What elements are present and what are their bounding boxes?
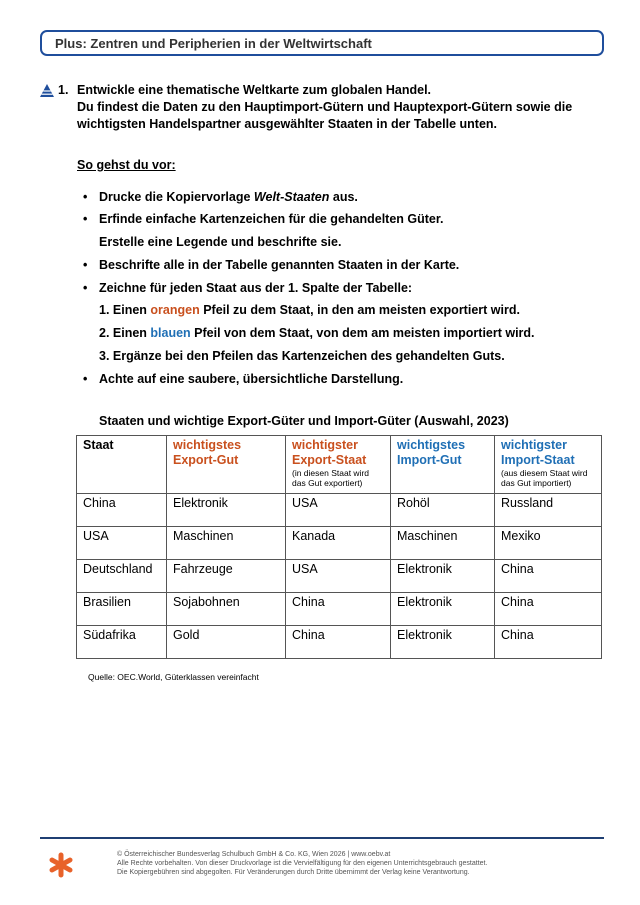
task-line-2: Du findest die Daten zu den Hauptimport-Gütern und Hauptexport-Gütern sowie die [77, 100, 573, 114]
instructions-heading: So gehst du vor: [77, 158, 176, 172]
table-cell: Russland [495, 494, 602, 527]
table-cell: USA [286, 494, 391, 527]
step-text: Beschrifte alle in der Tabelle genannten Staaten in der Karte. [99, 258, 460, 272]
table-cell: Deutschland [77, 560, 167, 593]
table-caption: Staaten und wichtige Export-Güter und Import-Güter (Auswahl, 2023) [99, 414, 509, 428]
header-note: (in diesen Staat wird das Gut exportiert) [292, 468, 370, 488]
header-note: (aus diesem Staat wird das Gut importiert) [501, 468, 588, 488]
sub-step-text: 1. Einen [99, 303, 151, 317]
footer-line-1: © Österreichischer Bundesverlag Schulbuch GmbH & Co. KG, Wien 2026 | www.oebv.at [117, 851, 391, 858]
table-cell: USA [77, 527, 167, 560]
table-cell: Sojabohnen [167, 593, 286, 626]
step-text: Zeichne für jeden Staat aus der 1. Spalte der Tabelle: [99, 281, 413, 295]
header-line-1: Staat [83, 438, 114, 452]
table-cell: Brasilien [77, 593, 167, 626]
bullet-dot: • [83, 190, 88, 204]
bullet-dot: • [83, 212, 88, 226]
table-cell: Elektronik [391, 560, 495, 593]
task-line-3: wichtigsten Handelspartner ausgewählter Staaten in der Tabelle unten. [77, 117, 498, 131]
template-name: Welt-Staaten [253, 190, 330, 204]
orange-word: orangen [150, 303, 200, 317]
table-cell: Maschinen [167, 527, 286, 560]
table-cell: USA [286, 560, 391, 593]
header-cell [495, 436, 602, 494]
table-cell: Gold [167, 626, 286, 659]
header-line-2: Export-Staat [292, 452, 367, 467]
footer-line-2: Alle Rechte vorbehalten. Von dieser Druckvorlage ist die Vervielfältigung für den eigenen Unterrichtsgebrauch gestattet. [117, 860, 488, 867]
blue-word: blauen [150, 326, 191, 340]
table-cell: Elektronik [391, 626, 495, 659]
bullet-dot: • [83, 258, 88, 272]
table-cell: Kanada [286, 527, 391, 560]
step-text: Erfinde einfache Kartenzeichen für die gehandelten Güter. [99, 212, 444, 226]
table-cell: Elektronik [391, 593, 495, 626]
step-text: Achte auf eine saubere, übersichtliche Darstellung. [99, 372, 404, 386]
bullet-dot: • [83, 281, 88, 295]
sub-step-text-end: Pfeil von dem Staat, von dem am meisten importiert wird. [190, 326, 535, 340]
table-cell: China [495, 626, 602, 659]
triangle-pyramid-icon [40, 84, 54, 97]
header-line-1: wichtigstes [397, 438, 466, 452]
table-cell: Maschinen [391, 527, 495, 560]
table-cell: China [495, 560, 602, 593]
header-cell [286, 436, 391, 494]
header-cell [77, 436, 167, 494]
sub-step-text-end: Pfeil zu dem Staat, in den am meisten exportiert wird. [199, 303, 520, 317]
table-cell: Elektronik [167, 494, 286, 527]
header-box [40, 30, 604, 56]
sub-step-text: 2. Einen [99, 326, 151, 340]
header-line-1: wichtigster [292, 438, 358, 452]
table-cell: China [495, 593, 602, 626]
oebv-asterisk-logo [48, 852, 74, 878]
header-line-2: Export-Gut [173, 452, 239, 467]
footer-copyright [117, 850, 487, 877]
table-row [77, 626, 602, 659]
table-cell: Südafrika [77, 626, 167, 659]
footer-line-3: Die Kopiergebühren sind abgegolten. Für Veränderungen durch Dritte übernimmt der Verlag keine Verantwortung. [117, 869, 470, 876]
step-text-end: aus. [329, 190, 358, 204]
trade-table [76, 435, 602, 659]
step-text: Erstelle eine Legende und beschrifte sie. [99, 235, 342, 249]
task-number: 1. [58, 83, 69, 97]
task-line-1: Entwickle eine thematische Weltkarte zum globalen Handel. [77, 83, 432, 97]
header-line-1: wichtigster [501, 438, 567, 452]
header-cell [167, 436, 286, 494]
header-line-2: Import-Staat [501, 452, 575, 467]
header-line-1: wichtigstes [173, 438, 242, 452]
table-row [77, 560, 602, 593]
header-cell [391, 436, 495, 494]
task-text [77, 82, 617, 133]
source-note: Quelle: OEC.World, Güterklassen vereinfacht [88, 672, 259, 682]
table-cell: China [286, 626, 391, 659]
table-cell: China [286, 593, 391, 626]
bullet-dot: • [83, 372, 88, 386]
table-row [77, 593, 602, 626]
page-title: Plus: Zentren und Peripherien in der Weltwirtschaft [55, 36, 372, 51]
sub-step-text: 3. Ergänze bei den Pfeilen das Kartenzeichen des gehandelten Guts. [99, 349, 505, 363]
step-text: Drucke die Kopiervorlage [99, 190, 254, 204]
table-row [77, 527, 602, 560]
table-cell: China [77, 494, 167, 527]
table-cell: Mexiko [495, 527, 602, 560]
footer-divider [40, 837, 604, 839]
table-header-row [77, 436, 602, 494]
table-cell: Rohöl [391, 494, 495, 527]
table-row [77, 494, 602, 527]
table-cell: Fahrzeuge [167, 560, 286, 593]
header-line-2: Import-Gut [397, 452, 462, 467]
